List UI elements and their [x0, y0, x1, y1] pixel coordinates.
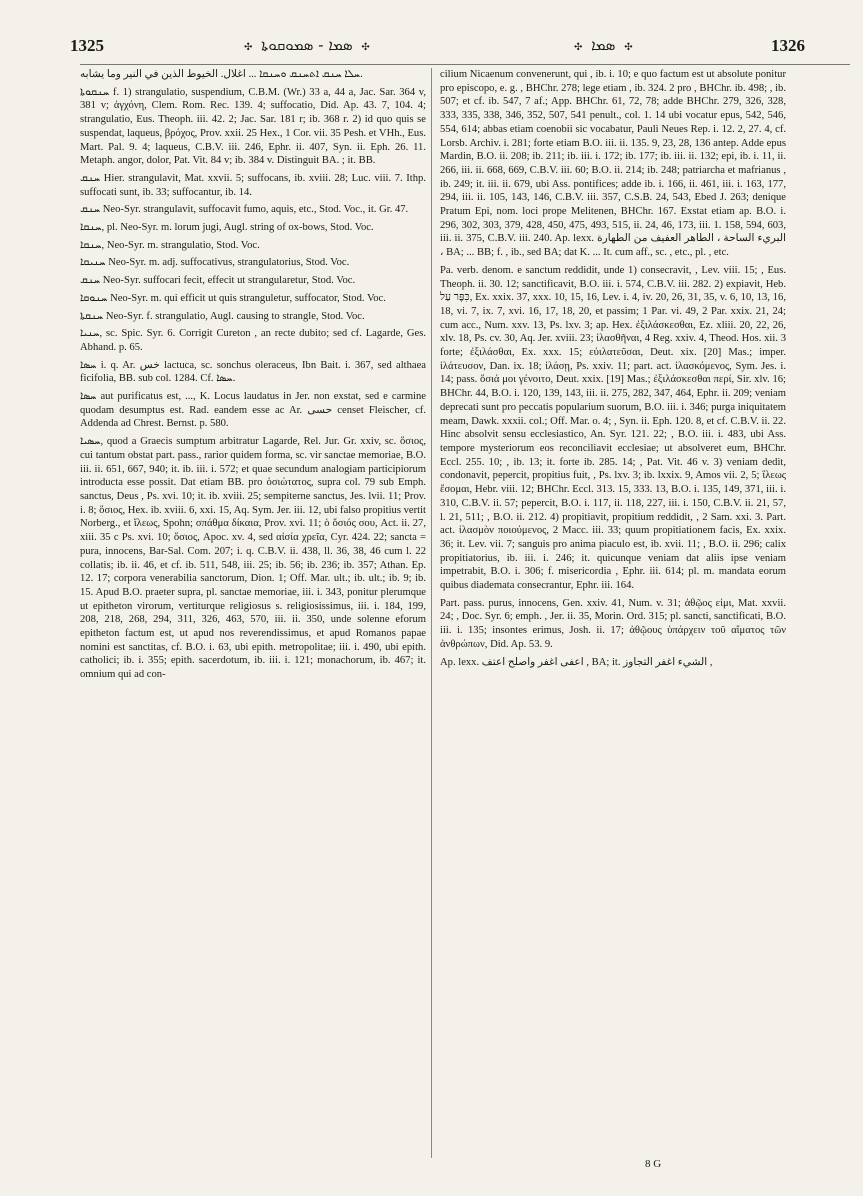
- entry-paragraph: ܚܢܩ Hier. strangulavit, Mat. xxvii. 5; suffocans, ib. xviii. 28; Luc. viii. 7. Ithp. suffocati sunt, ib. 33; suffocantur, ib. 14.: [80, 172, 426, 198]
- entry-paragraph: ܚܢܩܐ, pl. Neo-Syr. m. lorum jugi, Augl. string of ox-bows, Stod. Voc.: [80, 222, 374, 234]
- column-divider: [431, 68, 432, 1158]
- entry-paragraph: Ap. lexx. اعفى اغفر واصلح اعتف , BA; it. الشيء اغفر التجاوز ,: [440, 656, 713, 668]
- entry-paragraph: cilium Nicaenum convenerunt, qui , ib. i. 10; e quo factum est ut absolute ponitur pro episcopo, e. g. , BHChr. 278; lege etiam , ib. 324. 2 pro , BHChr. ib. 498; , ib. 507; et cf. ib. 547, 7 af.; App. BHChr. 61, 72, 78; adde BHChr. 279, 326, 328, 333, 335, 338, 346, 352, 507, 541 penult., col. 1. 14 ubi vocatur epus, 542, 546, 554, 614; abbas etiam coenobii sic vocabatur, Pauli Neues Rep. i. 12. 2, 27. 4, cf. Lorsb. Archiv. i. 281; forte etiam B.O. iii. ii. 135. 9, 23, 28, 136 antep. Adde epus Mardin, B.O. ii. 208; ib. 211; ib. iii. i. 172; ib. 177; ib. iii. ii. 132; epi, ib. i. 11, ii. 266, iii. ii. 668, 669, C.B.V. iii. 60; B.O. ii. 214; ib. 248; patriarcha et mafrianus , ib. 249; it. iii. ii. 679, ubi Ass. pontifices; adde ib. i. 166, ii. 461, iii. i. 163, 177, 294, iii. ii. 105, 143, 146, C.B.V. iii. 357, C.S.B. 24, 543, Ebed J. 263; denique Pratum Epi, nom. loci prope Melitenen, BHChr. 167. Exstat etiam ap. B.O. i. 296, 302, 303, 379, 428, 450, 475, 493, 515, ii. 24, 46, 173, iii. 1. 158, 594, 603, iii. ii. 375, C.B.V. iii. 240. Ap. lexx. البريء الساحة ، الطاهر العفيف من الطهارة ، BA; ... BB; f. , ib., sed BA; dat K. ... It. cum aff., sc. , etc., pl. , etc.: [440, 69, 786, 259]
- left-running-head-text: ܣܡܐ - ܣܡܘܩܘܬܐ: [261, 36, 353, 54]
- ornament-icon: ✣: [624, 42, 633, 53]
- ornament-icon: ✣: [361, 42, 370, 53]
- entry-paragraph: ܚܢܩܘܬܐ f. 1) strangulatio, suspendium, C.B.M. (Wr.) 33 a, 44 a, Jac. Sar. 364 v, 381 v; ἀγχόνη, Clem. Rom. Rec. 139. 4; suffocatio, Did. Ap. 43. 7, 104. 4; strangulatio, Eus. Theoph. iii. 42. 2; Jac. Sar. 181 r; ib. 368 r. 2) id quo quis se suspendat, laqueus, βρόχος, Prov. xxii. 25 Hex., 1 Cor. vii. 35 Pesh. et VHh., Eus. Mart. Pal. 9. 4; laqueus, C.B.V. iii. 246, Ephr. ii. 407, Syn. ii. Eph. 26. 11. Metaph. angor, dolor, Pat. Vit. 84 v; ib. 384 v. Distinguit BA. ; it. BB.: [80, 86, 426, 167]
- entry-paragraph: ܚܢܩ Neo-Syr. suffocari fecit, effecit ut strangularetur, Stod. Voc.: [80, 275, 356, 287]
- entry-paragraph: ܚܢܝܐ, sc. Spic. Syr. 6. Corrigit Cureton , an recte dubito; sed cf. Lagarde, Ges. Abhand. p. 65.: [80, 328, 426, 353]
- header-rule: [80, 64, 850, 65]
- entry-paragraph: ܚܣܐ i. q. Ar. خس lactuca, sc. sonchus oleraceus, Ibn Bait. i. 367, sed althaea ficifolia, BB. sub col. 1284. Cf. ܚܣܐ.: [80, 359, 426, 385]
- signature-mark: 8 G: [645, 1158, 662, 1170]
- right-running-head-text: ܣܡܐ: [591, 36, 616, 54]
- right-column: [440, 68, 786, 673]
- entry-paragraph: ܚܣܐ aut purificatus est, ..., K. Locus laudatus in Jer. non exstat, sed e carmine quodam desumptus est. Rad. eandem esse ac Ar. حسى censet Fleischer, cf. Addenda ad Chrest. Bernst. p. 580.: [80, 391, 426, 430]
- entry-paragraph: ܚܢܩܬܐ Neo-Syr. f. strangulatio, Augl. causing to strangle, Stod. Voc.: [80, 310, 365, 322]
- entry-paragraph: ܚܢܩ Neo-Syr. strangulavit, suffocavit fumo, aquis, etc., Stod. Voc., it. Gr. 47.: [80, 204, 409, 216]
- entry-paragraph: ܚܢܩܐ, Neo-Syr. m. strangulatio, Stod. Voc.: [80, 239, 260, 251]
- entry-paragraph: ܚܢܝܩܐ Neo-Syr. m. adj. suffocativus, strangulatorius, Stod. Voc.: [80, 257, 350, 269]
- right-running-head: [570, 36, 637, 54]
- right-page-number: 1326: [771, 36, 805, 55]
- entry-paragraph: ܚܢܘܩܐ Neo-Syr. m. qui efficit ut quis stranguletur, suffocator, Stod. Voc.: [80, 292, 386, 304]
- ornament-icon: ✣: [574, 42, 583, 53]
- entry-paragraph: ܚܠܐ ܚܢܩ ܐܬܚܢܩ ܘܚܢܩܐ ... اغلال. الخيوط الذين في النير وما يشابه.: [80, 69, 363, 80]
- ornament-icon: ✣: [244, 42, 253, 53]
- left-column: [80, 68, 426, 686]
- entry-paragraph: Pa. verb. denom. e sanctum reddidit, unde 1) consecravit, , Lev. viii. 15; , Eus. Theoph. ii. 30. 12; sanctificavit, B.O. iii. i. 574, C.B.V. iii. 282. 2) expiavit, Heb. כִּפֶּר עַל, Ex. xxix. 37, xxx. 10, 15, 16, Lev. i. 4, iv. 20, 26, 31, 35, v. 6, 10, 13, 16, 18, vi. 7, ix. 7, xvi. 16, 17, 18, 20, et passim; 1 Par. vi. 49, 2 Par. xxix. 21, 24; cum acc., Num. xxv. 13, Ps. lxv. 3; ap. Hex. ἐξιλάσκεσθαι, Ez. xliii. 20, 22, 26, xlv. 18, Ps. cv. 30, Aq. Jer. xviii. 23; ἱλασθῆναι, 4 Reg. xxiv. 4, Theod. Hos. xii. 3 forte; ἐξιλάσθαι, Ex. xxx. 15; εὐιλατεῦσαι, Deut. xix. [20] Mas.; imper. ἱλάτευσον, Dan. ix. 18; ἱλάσῃ, Ps. xxiv. 11; part. act. ἱλασκόμενος, Sym. Jes. i. 14; pass. ὅσιά μοι γένοιτο, Deut. xxix. [19] Mas.; ἐξιλάσκεσθαι περί, Sir. xlv. 16; BHChr. 44, B.O. i. 120, 139, 143, iii. ii. 275, 282, 347, 464, Ephr. ii. 209; veniam deprecati sunt pro peccatis popularium suorum, B.O. iii. i. 346; purga iniquitatem meam, Dawk. xxxii. col.; Off. Mar. o. 4; , Syn. ii. Eph. 120. 8, et cf. C.B.V. ii. 22. Hinc absolvit sensu ecclesiastico, An. Syr. 121. 22; , B.O. iii. i. 483, ubi Ass. tempore mysteriorum eos reconciliavit ecclesiae; ut absolveret eum, BHChr. Eccl. 255. 10; , ib. 13; it. forte ib. 285. 14; , Pat. Vit. 46 v. 3) veniam dedit, condonavit, pepercit, propitius fuit, , Ps. lxv. 3; ib. lxxix. 9, Amos vii. 2, 5; ἵλεως ἔσομαι, Hebr. viii. 12; BHChr. Eccl. 313. 15, 333. 13, B.O. i. 135, 149, 371, iii. i. 310, C.B.V. ii. 57; pepercit, B.O. i. 117, ii. 118, 227, iii. i. 150, C.B.V. ii. 21, 57, l. 21, 511; , B.O. ii. 212. 4) propitiavit, propitium reddidit, , 2 Sam. xxi. 3. Part. act. ἱλασμὸν ποιούμενος, 2 Macc. iii. 33; quum propitiationem facis, Ex. xxix. 36; it. Lev. vii. 7; sanguis pro anima piaculo est, ib. xvii. 11; , B.O. ii. 296; calix propitiatorius, ib. iii. i. 246; it. quicunque veniam dat aliis ipse veniam impetrabit, B.O. i. 306; f. misericordia , Ephr. iii. 614; pl. m. mandata eorum quibus diademata consecrantur, Ephr. iii. 164.: [440, 264, 787, 592]
- left-page-number: 1325: [70, 36, 104, 55]
- entry-paragraph: Part. pass. purus, innocens, Gen. xxiv. 41, Num. v. 31; ἀθῷος εἰμι, Mat. xxvii. 24; , Doc. Syr. 6; emph. , Jer. ii. 35, Morin. Ord. 315; pl. sancti, sanctificati, B.O. iii. i. 135; insontes erimus, Josh. ii. 17; ἀθῷους ὑπάρχειν τοῦ αἵματος τῶν ἀνθρώπων, Did. Ap. 53. 9.: [440, 597, 786, 650]
- page-header: [70, 30, 833, 58]
- entry-paragraph: ܚܣܝܐ, quod a Graecis sumptum arbitratur Lagarde, Rel. Jur. Gr. xxiv, sc. ὅσιος, cui tantum obstat part. pass., rarior quidem forma, sc. vir sanctae memoriae, B.O. iii. ii. 651, 667, 940; it. ib. iii. i. 572; et quae secundum analogiam participiorum introducta esse possit. Dat etiam BB. pro ὁσιώτατος, supra col. 79 sub Emph. sanctus, Deus , Ps. xvi. 10; it. ib. xviii. 25; sempiterne sanctus, Jes. lvii. 11; Prov. i. 8; ὅσιος, Hex. ib. xviii. 6, xxi. 15, Aq. Sym. Jer. iii. 12, ubi falso propitius vertit Norberg., et ἵλεως, Spohn; σπάθμα δίκαια, Prov. xvi. 11; ὁ ὅσιός σου, Act. ii. 27, xiii. 35 c Ps. xvi. 10; ὅσιος, Apoc. xv. 4, sed αἰσία χρεῖα, Cyr. 424. 22; sancta = pura, innocens, Bar-Sal. Com. 207; i. q. C.B.V. ii. 438, ll. 36, 38, 46 cum l. 22 collatis; ib. ii. 46, et cf. ib. 511, 548, iii. 25; ib. 56; ib. 236; ib. 357; Athan. Ep. 12. 17; corpora venerabilia sanctorum, Dion. 1; Off. Mar. ult.; ib. ult.; ib. 9; ib. 15. Apud B.O. praeter supra, pl. sanctae memoriae, iii. i. 343, ponitur plerumque ut epitheton virorum, vertiturque religiosus s. religiosissimus, iii. i. 184, 199, 208, 218, 268, 294, 311, 326, 463, 570, iii. ii. 350, unde solenne eforum epitheton factum est, ut apud nos reverendissimus, et apud Romanos papae nomini est sanctitas, cf. B.O. i. 63, ubi epith. metropolitae; iii. i. 490, ubi epith. catholici; ib. i. 355; epith. sacerdotum, ib. iii. i. 121; monachorum, ib. 467; it. omnium qui ad con-: [80, 436, 426, 681]
- left-running-head: [240, 36, 374, 54]
